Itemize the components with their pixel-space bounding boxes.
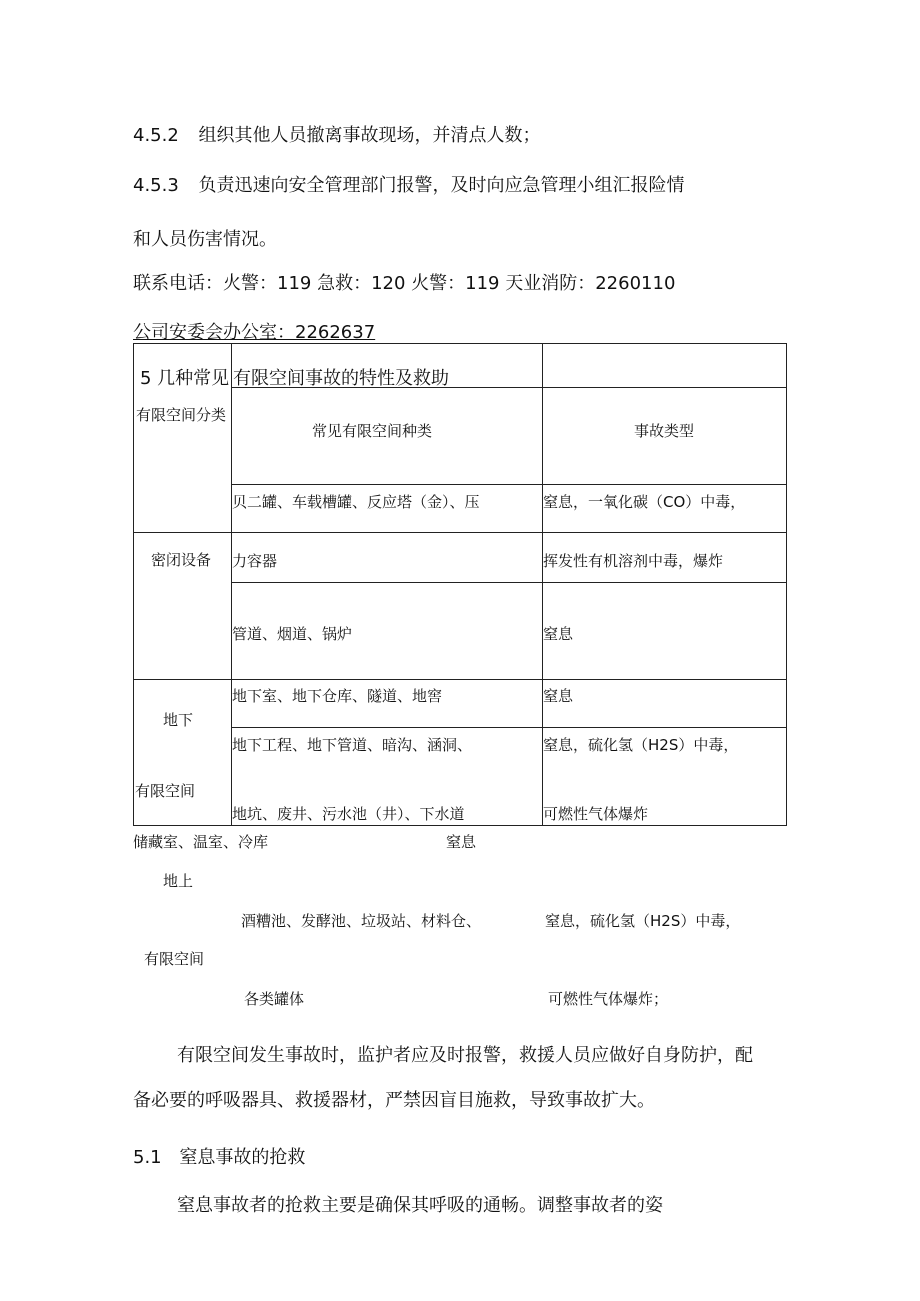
contact-phones: 联系电话：火警：119 急救：120 火警：119 天业消防：2260110 [133,273,676,294]
section-5-1-title: 窒息事故的抢救 [179,1147,306,1168]
row6-space-type: 地坑、废井、污水池（井）、下水道 [232,805,465,823]
para-4-5-3-continued: 和人员伤害情况。 [133,229,277,250]
row2-space-type: 力容器 [232,552,278,570]
table-border-row4-bottom [231,727,787,728]
category-underground-label-2: 有限空间 [135,782,196,800]
row5-accident-type: 窒息，硫化氢（H2S）中毒， [543,736,739,754]
row1-accident-type: 窒息，一氧化碳（CO）中毒， [543,493,746,511]
section-5-1-heading [133,1143,305,1169]
row4-space-type: 地下室、地下仓库、隧道、地窖 [232,687,443,705]
category-underground-label: 地下 [163,711,194,729]
table-title-left: 5 几种常见 [140,368,230,389]
ground-row1-accident-type: 窒息 [446,833,477,851]
warning-paragraph-line1: 有限空间发生事故时，监护者应及时报警，救援人员应做好自身防护，配 [177,1045,753,1066]
section-5-1-number: 5.1 [133,1147,162,1168]
safety-office-phone: 公司安委会办公室：2262637 [133,322,376,343]
para-4-5-3 [133,171,685,197]
ground-row3-space-type: 各类罐体 [244,990,305,1008]
para-4-5-2 [133,121,541,147]
ground-row2-space-type: 酒糟池、发酵池、垃圾站、材料仓、 [241,912,482,930]
table-border-right [786,343,787,825]
header-category: 有限空间分类 [136,406,227,424]
row3-space-type: 管道、烟道、锅炉 [232,625,353,643]
header-space-types: 常见有限空间种类 [312,422,433,440]
table-border-left [133,343,134,825]
para-4-5-2-number: 4.5.2 [133,125,179,146]
row3-accident-type: 窒息 [543,625,574,643]
para-4-5-3-number: 4.5.3 [133,175,179,196]
ground-row2-accident-type: 窒息，硫化氢（H2S）中毒， [545,912,741,930]
para-4-5-3-text: 负责迅速向安全管理部门报警，及时向应急管理小组汇报险情 [198,175,685,196]
row4-accident-type: 窒息 [543,687,574,705]
para-4-5-2-text: 组织其他人员撤离事故现场，并清点人数； [198,125,541,146]
table-border-row2-bottom [231,582,787,583]
header-accident-types: 事故类型 [634,422,695,440]
row6-accident-type: 可燃性气体爆炸 [543,805,649,823]
rescue-paragraph: 窒息事故者的抢救主要是确保其呼吸的通畅。调整事故者的姿 [177,1195,663,1216]
category-above-ground-label: 地上 [163,872,194,890]
table-title-right: 有限空间事故的特性及救助 [233,368,449,389]
ground-row3-accident-type: 可燃性气体爆炸； [548,990,669,1008]
category-closed-equipment: 密闭设备 [151,551,212,569]
row2-accident-type: 挥发性有机溶剂中毒，爆炸 [543,552,724,570]
row5-space-type: 地下工程、地下管道、暗沟、涵洞、 [232,736,473,754]
ground-row1-space-type: 储藏室、温室、冷库 [133,833,269,851]
row1-space-type: 贝二罐、车载槽罐、反应塔（金）、压 [232,493,480,511]
table-border-bottom [133,825,787,826]
table-border-header-bottom [231,484,787,485]
category-above-ground-label-2: 有限空间 [144,950,205,968]
warning-paragraph-line2: 备必要的呼吸器具、救援器材，严禁因盲目施救，导致事故扩大。 [133,1090,655,1111]
